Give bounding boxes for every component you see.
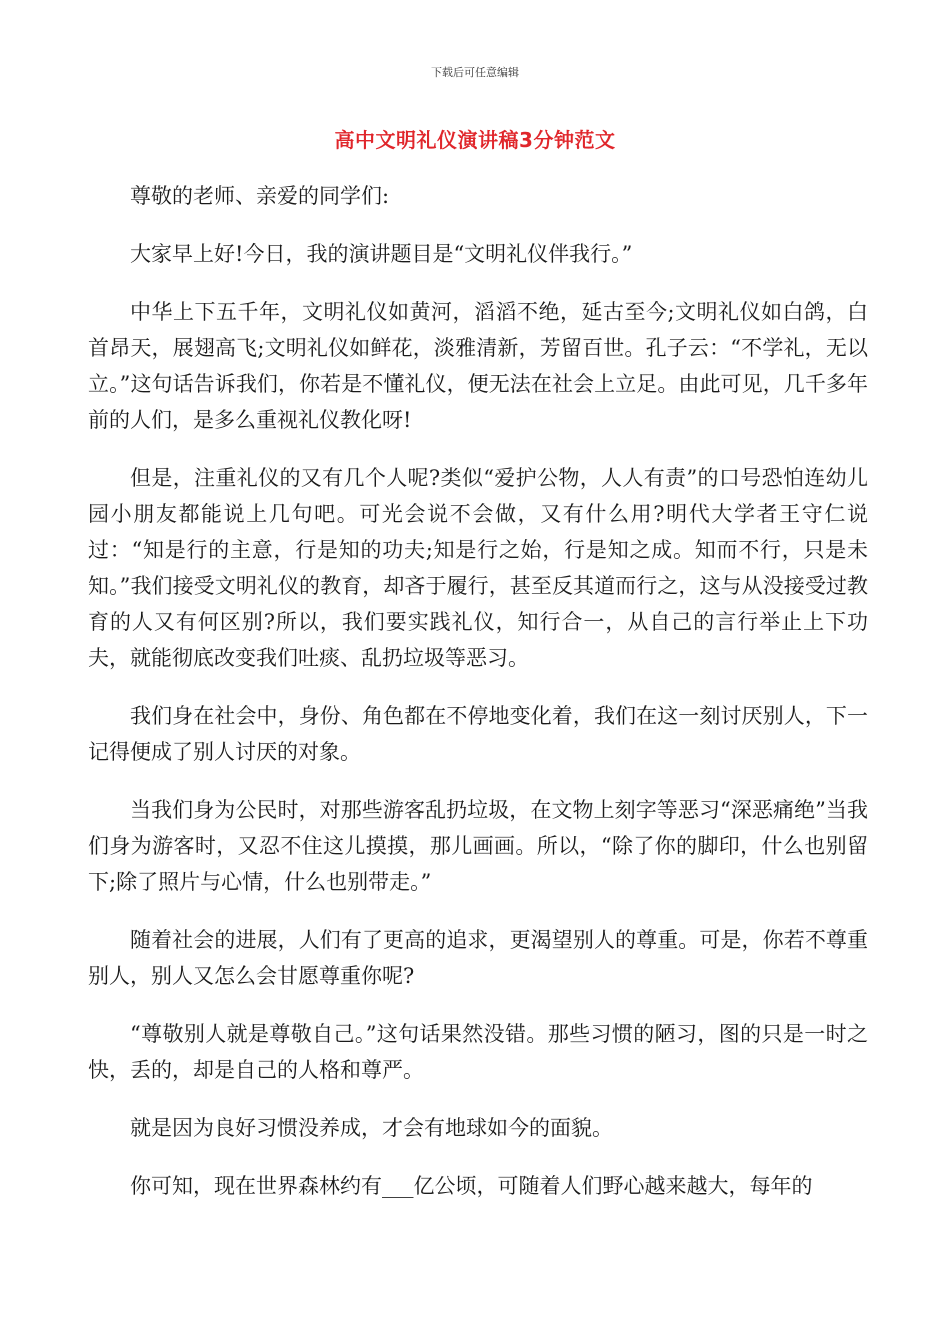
paragraph: 当我们身为公民时，对那些游客乱扔垃圾，在文物上刻字等恶习“深恶痛绝”当我们身为游客时，又忍不住这儿摸摸，那儿画画。所以，“除了你的脚印，什么也别留下;除了照片与心情，什么也别带走。” bbox=[88, 798, 868, 894]
document-body bbox=[88, 178, 868, 1226]
header-note: 下载后可任意编辑 bbox=[431, 66, 519, 79]
paragraph: 中华上下五千年，文明礼仪如黄河，滔滔不绝，延古至今;文明礼仪如白鸽，白首昂天，展翅高飞;文明礼仪如鲜花，淡雅清新，芳留百世。孔子云：“不学礼，无以立。”这句话告诉我们，你若是不懂礼仪，便无法在社会上立足。由此可见，几千多年前的人们，是多么重视礼仪教化呀! bbox=[88, 300, 868, 432]
document-title: 高中文明礼仪演讲稿3分钟范文 bbox=[334, 128, 616, 152]
paragraph: 但是，注重礼仪的又有几个人呢?类似“爱护公物，人人有责”的口号恐怕连幼儿园小朋友都能说上几句吧。可光会说不会做，又有什么用?明代大学者王守仁说过：“知是行的主意，行是知的功夫;知是行之始，行是知之成。知而不行，只是未知。”我们接受文明礼仪的教育，却吝于履行，甚至反其道而行之，这与从没接受过教育的人又有何区别?所以，我们要实践礼仪，知行合一，从自己的言行举止上下功夫，就能彻底改变我们吐痰、乱扔垃圾等恶习。 bbox=[88, 466, 868, 670]
paragraph: “尊敬别人就是尊敬自己。”这句话果然没错。那些习惯的陋习，图的只是一时之快，丢的，却是自己的人格和尊严。 bbox=[88, 1022, 868, 1082]
paragraph-opening: 大家早上好!今日，我的演讲题目是“文明礼仪伴我行。” bbox=[130, 242, 633, 266]
paragraph: 就是因为良好习惯没养成，才会有地球如今的面貌。 bbox=[130, 1116, 613, 1140]
paragraph: 我们身在社会中，身份、角色都在不停地变化着，我们在这一刻讨厌别人，下一记得便成了别人讨厌的对象。 bbox=[88, 704, 868, 764]
paragraph-greeting: 尊敬的老师、亲爱的同学们: bbox=[130, 184, 390, 208]
paragraph: 随着社会的进展，人们有了更高的追求，更渴望别人的尊重。可是，你若不尊重别人，别人又怎么会甘愿尊重你呢? bbox=[88, 928, 868, 988]
paragraph: 你可知，现在世界森林约有___亿公顷，可随着人们野心越来越大，每年的 bbox=[130, 1174, 813, 1198]
